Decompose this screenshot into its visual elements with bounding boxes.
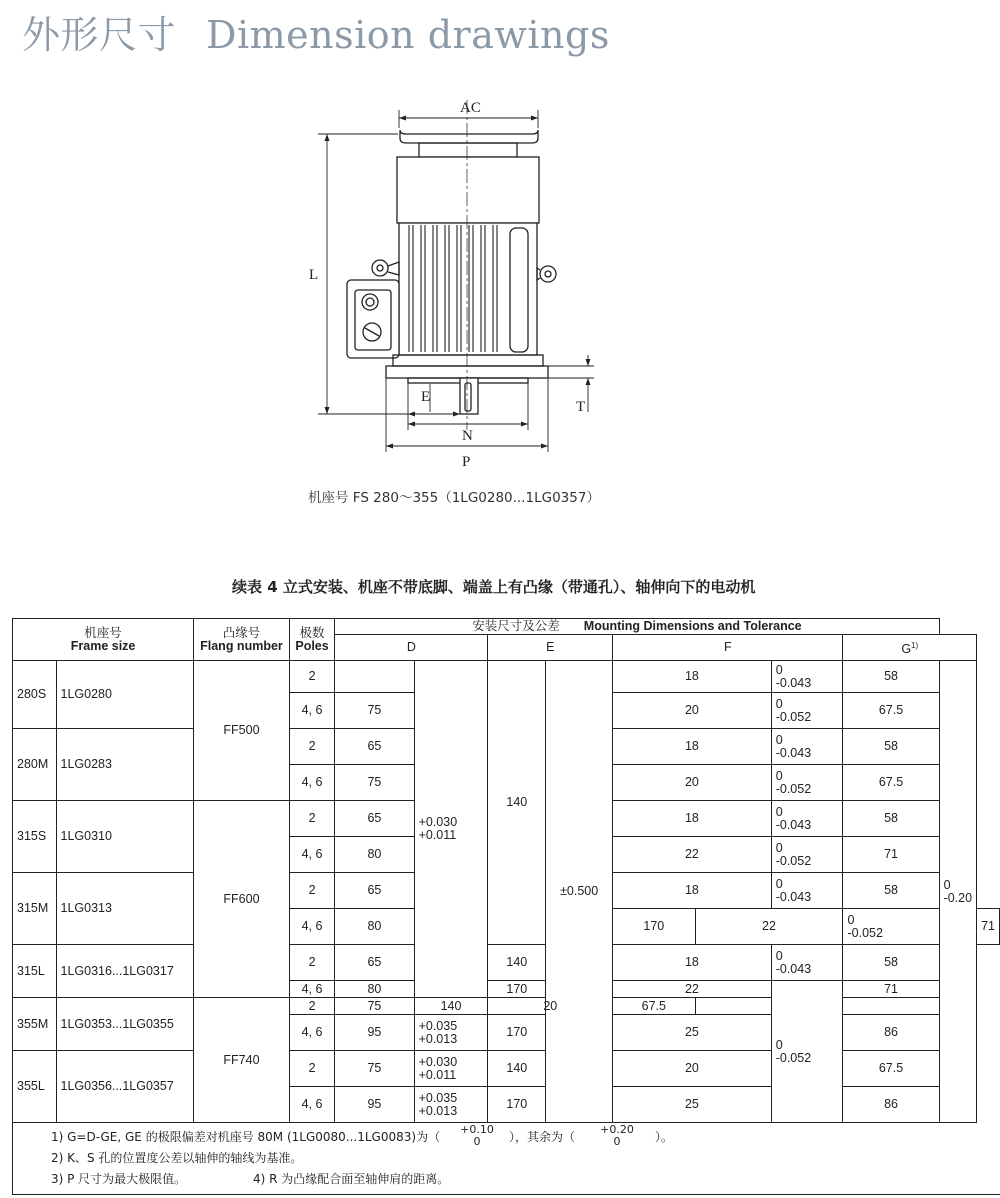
- e-cell: 170: [613, 909, 695, 945]
- d-cell: 75: [335, 998, 414, 1015]
- f-tolerance-cell: 0 -0.052: [771, 765, 843, 801]
- f-tolerance-cell: 0 -0.043: [771, 729, 843, 765]
- frame-size-cell: 315L: [13, 945, 57, 998]
- e-tolerance-cell: ±0.500: [546, 661, 613, 1123]
- d-tolerance-cell: +0.035 +0.013: [414, 1087, 488, 1123]
- d-cell: 75: [335, 693, 414, 729]
- d-cell: 65: [335, 873, 414, 909]
- table-title: 续表 4 立式安装、机座不带底脚、端盖上有凸缘（带通孔）、轴伸向下的电动机: [232, 578, 756, 596]
- header-poles: 极数 Poles: [289, 619, 335, 661]
- f-cell: 20: [613, 765, 772, 801]
- f-tolerance-cell: 0 -0.052: [771, 837, 843, 873]
- frame-size-cell: 355M: [13, 998, 57, 1051]
- page-title-cn: 外形尺寸: [22, 13, 177, 57]
- footnote-2: 2) K、S 孔的位置度公差以轴伸的轴线为基准。: [51, 1151, 303, 1165]
- e-cell: 140: [488, 1051, 546, 1087]
- f-cell: 18: [613, 801, 772, 837]
- d-cell: 80: [335, 909, 414, 945]
- f-cell: 18: [613, 729, 772, 765]
- frame-type-cell: 1LG0313: [56, 873, 194, 945]
- flang-cell: FF500: [194, 661, 290, 801]
- e-cell: 170: [488, 1087, 546, 1123]
- g-tolerance-cell: 0 -0.20: [939, 661, 977, 1123]
- flang-cell: FF740: [194, 998, 290, 1123]
- header-mounting: 安装尺寸及公差 Mounting Dimensions and Tolerance: [335, 619, 939, 635]
- header-g: $G^{1)}$: [843, 635, 977, 661]
- f-cell: 20: [613, 693, 772, 729]
- poles-cell: 2: [289, 729, 335, 765]
- dimension-table: [12, 618, 1000, 1123]
- d-cell: 95: [335, 1015, 414, 1051]
- d-cell: 75: [335, 1051, 414, 1087]
- drawing-caption: 机座号 FS 280～355（1LG0280...1LG0357）: [308, 490, 600, 506]
- f-tolerance-cell: 0 -0.043: [771, 801, 843, 837]
- d-cell: 95: [335, 1087, 414, 1123]
- motor-dimension-drawing: [0, 0, 1000, 480]
- f-cell: 18: [613, 945, 772, 981]
- g-cell: 67.5: [843, 693, 939, 729]
- dim-label-ac: AC: [460, 100, 481, 116]
- f-cell: 18: [613, 661, 772, 693]
- f-tolerance-cell: 0 -0.043: [771, 873, 843, 909]
- frame-size-cell: 280M: [13, 729, 57, 801]
- d-cell: [335, 661, 414, 693]
- poles-cell: 4, 6: [289, 837, 335, 873]
- d-tolerance-cell: +0.030 +0.011: [414, 661, 488, 998]
- frame-type-cell: 1LG0353...1LG0355: [56, 998, 194, 1051]
- d-cell: 65: [335, 945, 414, 981]
- g-cell: 86: [843, 1087, 939, 1123]
- poles-cell: 4, 6: [289, 909, 335, 945]
- page-title-en: Dimension drawings: [206, 13, 610, 57]
- poles-cell: 4, 6: [289, 1087, 335, 1123]
- d-cell: 65: [335, 729, 414, 765]
- f-tolerance-cell: 0 -0.043: [771, 661, 843, 693]
- e-cell: 140: [488, 661, 546, 945]
- g-cell: 67.5: [843, 1051, 939, 1087]
- footnote-1-fraction-1: +0.10 0: [460, 1123, 494, 1148]
- footnote-3: 3) P 尺寸为最大极限值。: [51, 1172, 187, 1186]
- f-cell: 20: [488, 998, 613, 1015]
- g-cell: 67.5: [843, 765, 939, 801]
- poles-cell: 4, 6: [289, 1015, 335, 1051]
- g-cell: 58: [843, 661, 939, 693]
- header-d: D: [335, 635, 488, 661]
- poles-cell: 2: [289, 801, 335, 837]
- poles-cell: 2: [289, 661, 335, 693]
- header-f: F: [613, 635, 843, 661]
- footnotes: [12, 1122, 1000, 1195]
- d-cell: 80: [335, 837, 414, 873]
- g-cell: 58: [843, 729, 939, 765]
- frame-type-cell: 1LG0283: [56, 729, 194, 801]
- poles-cell: 4, 6: [289, 765, 335, 801]
- f-cell: 22: [695, 909, 843, 945]
- footnote-1: 1) G=D-GE, GE 的极限偏差对机座号 80M (1LG0080...1LG0083)为（: [51, 1130, 441, 1144]
- f-cell: 20: [613, 1051, 772, 1087]
- header-flang-number: 凸缘号 Flang number: [194, 619, 290, 661]
- d-cell: 80: [335, 981, 414, 998]
- poles-cell: 4, 6: [289, 693, 335, 729]
- footnote-1-end: ）。: [655, 1130, 674, 1144]
- f-cell: 25: [613, 1015, 772, 1051]
- g-cell: 58: [843, 801, 939, 837]
- footnote-4: 4) R 为凸缘配合面至轴伸肩的距离。: [253, 1172, 450, 1186]
- d-cell: 65: [335, 801, 414, 837]
- d-tolerance-cell: +0.030 +0.011: [414, 1051, 488, 1087]
- frame-size-cell: 315M: [13, 873, 57, 945]
- f-tolerance-cell: 0 -0.052: [771, 981, 843, 1123]
- g-cell: 58: [843, 873, 939, 909]
- e-cell: 140: [414, 998, 488, 1015]
- g-cell: 86: [843, 1015, 939, 1051]
- footnote-1-fraction-2: +0.20 0: [600, 1123, 634, 1148]
- f-tolerance-cell: 0 -0.043: [771, 945, 843, 981]
- f-cell: 22: [613, 981, 772, 998]
- f-cell: 25: [613, 1087, 772, 1123]
- f-tolerance-cell: 0 -0.052: [843, 909, 939, 945]
- poles-cell: 2: [289, 945, 335, 981]
- header-e: E: [488, 635, 613, 661]
- header-frame-size: 机座号 Frame size: [13, 619, 194, 661]
- dim-label-e: E: [421, 389, 431, 405]
- e-cell: 170: [488, 981, 546, 998]
- g-cell: 67.5: [613, 998, 695, 1015]
- poles-cell: 2: [289, 873, 335, 909]
- e-cell: 140: [488, 945, 546, 981]
- poles-cell: 2: [289, 998, 335, 1015]
- g-cell: 71: [977, 909, 1000, 945]
- frame-size-cell: 315S: [13, 801, 57, 873]
- frame-type-cell: 1LG0310: [56, 801, 194, 873]
- d-tolerance-cell: +0.035 +0.013: [414, 1015, 488, 1051]
- poles-cell: 2: [289, 1051, 335, 1087]
- e-cell: 170: [488, 1015, 546, 1051]
- frame-size-cell: 355L: [13, 1051, 57, 1123]
- g-cell: 71: [843, 981, 939, 998]
- f-cell: 22: [613, 837, 772, 873]
- frame-size-cell: 280S: [13, 661, 57, 729]
- g-cell: 58: [843, 945, 939, 981]
- frame-type-cell: 1LG0280: [56, 661, 194, 729]
- dim-label-t: T: [576, 399, 586, 415]
- dim-label-n: N: [462, 428, 473, 444]
- poles-cell: 4, 6: [289, 981, 335, 998]
- d-cell: 75: [335, 765, 414, 801]
- footnote-1-middle: ），其余为（: [509, 1130, 576, 1144]
- dim-label-p: P: [462, 454, 471, 470]
- g-cell: 71: [843, 837, 939, 873]
- frame-type-cell: 1LG0316...1LG0317: [56, 945, 194, 998]
- f-cell: 18: [613, 873, 772, 909]
- flang-cell: FF600: [194, 801, 290, 998]
- f-tolerance-cell: 0 -0.052: [771, 693, 843, 729]
- dim-label-l: L: [309, 267, 319, 283]
- frame-type-cell: 1LG0356...1LG0357: [56, 1051, 194, 1123]
